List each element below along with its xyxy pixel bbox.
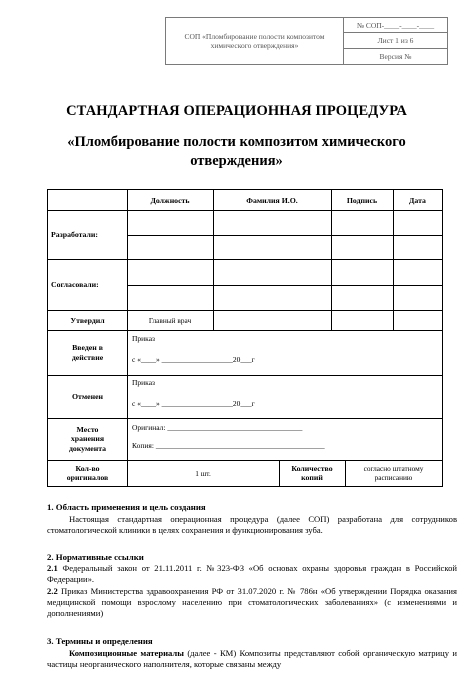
page-title: СТАНДАРТНАЯ ОПЕРАЦИОННАЯ ПРОЦЕДУРА (66, 103, 407, 119)
section-2-1 (47, 563, 457, 585)
introduced-order-date: с «____» ___________________20___г (132, 355, 255, 364)
row-approved: Утвердил (70, 315, 105, 325)
row-agreed: Согласовали: (51, 280, 99, 289)
introduced-order-label: Приказ (132, 334, 156, 343)
row-developed: Разработали: (51, 230, 98, 239)
col-name: Фамилия И.О. (246, 195, 298, 205)
storage-original: Оригинал: ____________________________________ (132, 423, 303, 432)
count-originals-value: 1 шт. (195, 468, 211, 478)
header-version: Версия № (379, 51, 412, 61)
section-3-heading: 3. Термины и определения (47, 636, 153, 646)
header-number: № СОП-____-____-____ (344, 18, 447, 33)
row-introduced: Введен в действие (71, 342, 104, 362)
section-2-heading: 2. Нормативные ссылки (47, 552, 144, 562)
storage-copies: Копия: _____________________________________________ (132, 441, 325, 450)
row-count-originals: Кол-во оригиналов (66, 463, 109, 482)
section-2-2-number: 2.2 (47, 586, 58, 596)
count-copies-value: согласно штатному расписанию (363, 463, 424, 482)
header-sheet: Лист 1 из 6 (344, 33, 447, 48)
col-date: Дата (409, 195, 426, 205)
cancelled-order-date: с «____» ___________________20___г (132, 399, 255, 408)
section-2-2 (47, 586, 457, 619)
section-2-2-text: Приказ Министерства здравоохранения РФ от 31.07.2020 г. № 786н «Об утверждении Порядка оказания медицинской помощи взрослому населению при стоматологических заболеваниях» (с изменениями и дополнениями) (47, 586, 457, 618)
col-signature: Подпись (346, 195, 378, 205)
section-3-text (47, 648, 457, 670)
approval-table (47, 189, 443, 487)
col-position: Должность (150, 195, 190, 205)
section-1-text: Настоящая стандартная операционная процедура (далее СОП) разработана для сотрудников стоматологической клиники в целях сохранения и функционирования зуба. (47, 514, 457, 535)
row-cancelled: Отменен (71, 392, 104, 401)
header-doc-title: СОП «Пломбирование полости композитом химического отверждения» (166, 18, 344, 64)
approved-position: Главный врач (148, 315, 192, 325)
section-3-term: Композиционные материалы (69, 648, 184, 658)
section-2-1-text: Федеральный закон от 21.11.2011 г. №323-ФЗ «Об основах охраны здоровья граждан в Российской Федерации». (47, 563, 457, 584)
row-count-copies: Количество копий (291, 463, 333, 482)
section-3-definition: (далее - КМ) Композиты представляют собой органическую матрицу и частицы неорганического наполнителя, которые связаны между (47, 648, 457, 669)
cancelled-order-label: Приказ (132, 378, 156, 387)
row-storage: Место хранения документа (68, 424, 107, 453)
header-meta (344, 18, 447, 64)
document-header (165, 17, 448, 65)
section-2-1-number: 2.1 (47, 563, 58, 573)
section-1-heading: 1. Область применения и цель создания (47, 502, 206, 512)
page-subtitle: «Пломбирование полости композитом химического отверждения» (67, 134, 406, 169)
